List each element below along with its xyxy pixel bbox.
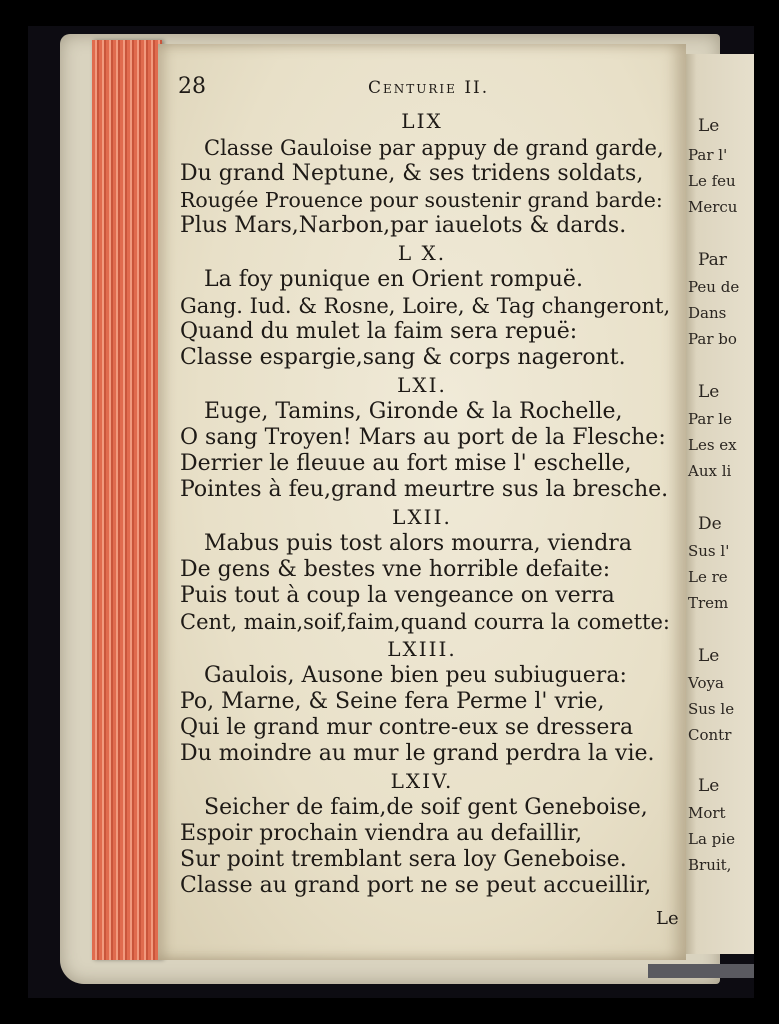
facing-line: Mercu: [688, 198, 738, 216]
facing-line: Mort: [688, 804, 726, 822]
facing-line: Sus le: [688, 700, 735, 718]
facing-line: Le: [698, 382, 720, 402]
verse-line: Rougée Prouence pour soustenir grand barde:: [180, 188, 663, 212]
facing-line: Peu de: [688, 278, 740, 296]
facing-line: Le re: [688, 568, 728, 586]
verse-line: Pointes à feu,grand meurtre sus la bresche.: [180, 477, 669, 502]
scan-edge-strip: [648, 964, 754, 978]
facing-line: La pie: [688, 830, 735, 848]
quatrain-number: LXI.: [397, 373, 447, 397]
quatrain-number: L X.: [397, 241, 447, 265]
facing-line: Le: [698, 116, 720, 136]
verse-line: Po, Marne, & Seine fera Perme l' vrie,: [180, 689, 605, 714]
verse-line: De gens & bestes vne horrible defaite:: [180, 557, 611, 582]
page-number: 28: [178, 74, 206, 99]
facing-line: Trem: [688, 594, 729, 612]
verse-line: Sur point tremblant sera loy Geneboise.: [180, 847, 627, 872]
verse-line: Qui le grand mur contre-eux se dressera: [180, 715, 634, 740]
verse-line: Euge, Tamins, Gironde & la Rochelle,: [204, 399, 623, 424]
quatrain-number: LXIII.: [387, 637, 457, 661]
quatrain-number: LXII.: [392, 505, 452, 529]
verse-line: Seicher de faim,de soif gent Geneboise,: [204, 795, 648, 820]
page-edges: [92, 40, 162, 960]
verse-line: Derrier le fleuue au fort mise l' eschelle,: [180, 451, 632, 476]
page-header: [158, 74, 686, 104]
facing-line: Bruit,: [688, 856, 732, 874]
facing-line: Par l': [688, 146, 728, 164]
verse-line: Cent, main,soif,faim,quand courra la comette:: [180, 610, 670, 634]
verse-line: Puis tout à coup la vengeance on verra: [180, 583, 615, 608]
verse-line: Classe Gauloise par appuy de grand garde,: [204, 136, 664, 160]
verse-line: La foy punique en Orient rompuë.: [204, 267, 583, 292]
verse-line: Gang. Iud. & Rosne, Loire, & Tag changeront,: [180, 294, 671, 318]
verse-line: Classe au grand port ne se peut accueillir,: [180, 873, 652, 898]
verse-line: Plus Mars,Narbon,par iauelots & dards.: [180, 213, 627, 238]
running-title: Centurie II.: [368, 78, 490, 98]
verse-line: Classe espargie,sang & corps nageront.: [180, 345, 626, 370]
facing-line: Sus l': [688, 542, 730, 560]
facing-line: Le feu: [688, 172, 736, 190]
quatrain-number: LXIV.: [390, 769, 454, 793]
facing-line: Dans: [688, 304, 727, 322]
book-page: [158, 44, 686, 960]
facing-line: Par bo: [688, 330, 737, 348]
facing-line: Le: [698, 646, 720, 666]
facing-line: Contr: [688, 726, 732, 744]
verse-line: Du grand Neptune, & ses tridens soldats,: [180, 161, 644, 186]
scan-frame: [28, 26, 754, 998]
facing-line: De: [698, 514, 722, 534]
facing-line: Voya: [688, 674, 724, 692]
facing-line: Aux li: [688, 462, 732, 480]
verse-line: Quand du mulet la faim sera repuë:: [180, 319, 578, 344]
facing-line: Par: [698, 250, 727, 270]
facing-line: Les ex: [688, 436, 737, 454]
catchword: Le: [656, 908, 679, 929]
verse-line: Gaulois, Ausone bien peu subiuguera:: [204, 663, 627, 688]
facing-line: Le: [698, 776, 720, 796]
facing-line: Par le: [688, 410, 732, 428]
facing-page: [684, 54, 754, 954]
verse-line: Du moindre au mur le grand perdra la vie.: [180, 741, 655, 766]
verse-line: Mabus puis tost alors mourra, viendra: [204, 531, 632, 556]
verse-line: Espoir prochain viendra au defaillir,: [180, 821, 583, 846]
quatrain-number: LIX: [401, 109, 443, 133]
verse-line: O sang Troyen! Mars au port de la Flesche:: [180, 425, 666, 450]
